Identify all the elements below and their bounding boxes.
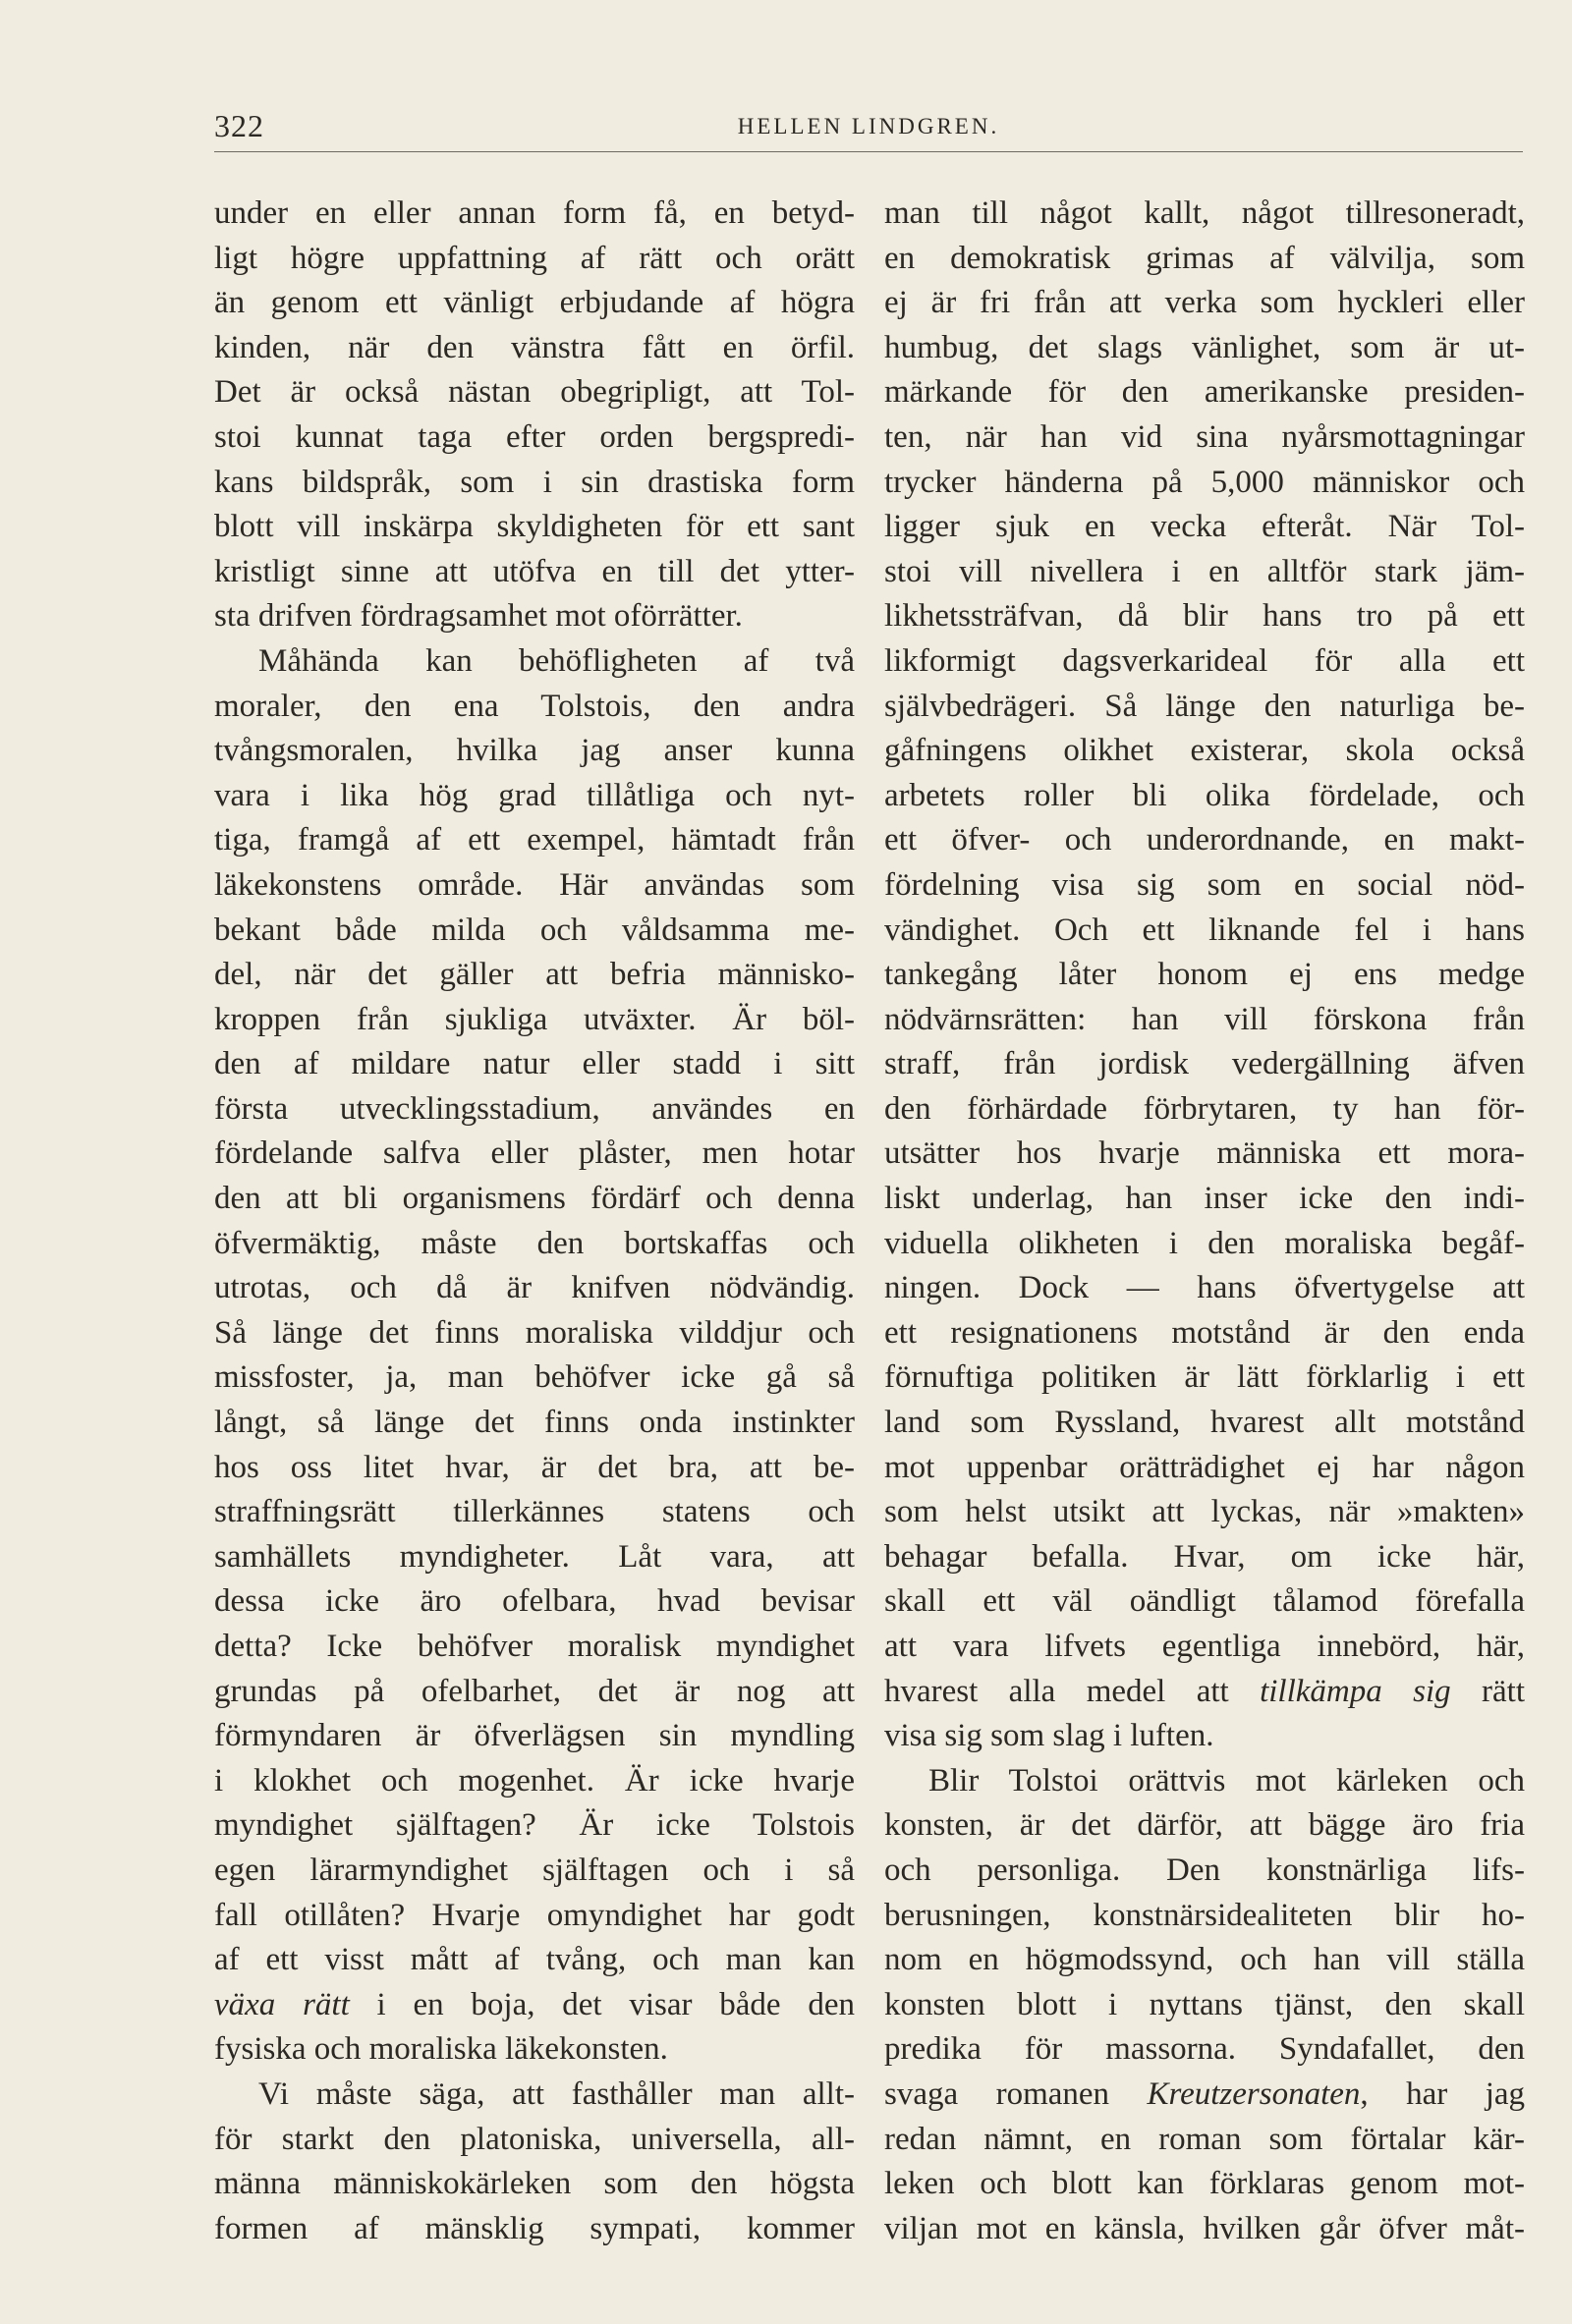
text-line: svaga romanen Kreutzersonaten, har jag [884,2075,1526,2112]
text-line: gåfningens olikhet existerar, skola också [884,733,1525,769]
text-line: del, när det gäller att befria människo- [214,957,855,993]
text-line: liskt underlag, han inser icke den indi- [884,1181,1525,1217]
text-line: nödvärnsrätten: han vill förskona från [884,1001,1525,1037]
text-line: formen af mänsklig sympati, kommer [214,2210,855,2246]
text-line: vara i lika hög grad tillåtliga och nyt- [214,777,855,813]
text-line: ett öfver- och underordnande, en makt- [884,822,1525,858]
text-line: bekant både milda och våldsamma me- [214,912,855,948]
text-line: utrotas, och då är knifven nödvändig. [214,1270,855,1306]
text-line: egen lärarmyndighet själftagen och i så [214,1852,855,1888]
text-line: fall otillåten? Hvarje omyndighet har godt [214,1897,855,1933]
text-line: för starkt den platoniska, universella, all- [214,2121,855,2157]
text-line: detta? Icke behöfver moralisk myndighet [214,1629,855,1664]
italic-phrase: växa rätt [214,1986,350,2022]
text-line: kinden, när den vänstra fått en örfil. [214,329,855,365]
text-line: likformigt dagsverkarideal för alla ett [884,642,1525,679]
text-line: fördelning visa sig som en social nöd- [884,866,1525,903]
page-header [214,98,1523,152]
text-line: växa rätt i en boja, det visar både den [214,1986,855,2022]
text-line: den förhärdade förbrytaren, ty han för- [884,1090,1525,1127]
text-line: och personliga. Den konstnärliga lifs- [884,1852,1525,1888]
text-line: land som Ryssland, hvarest allt motstånd [884,1405,1525,1441]
text-line: blott vill inskärpa skyldigheten för ett sant [214,509,855,545]
text-line: kristligt sinne att utöfva en till det ytter- [214,553,855,589]
text-line: predika för massorna. Syndafallet, den [884,2031,1525,2068]
text-line: utsätter hos hvarje människa ett mora- [884,1135,1525,1172]
left-column [214,192,855,2251]
text-line: än genom ett vänligt erbjudande af högra [214,285,855,321]
text-line: männa människokärleken som den högsta [214,2166,855,2202]
text-line: likhetssträfvan, då blir hans tro på ett [884,598,1525,635]
text-line: hvarest alla medel att tillkämpa sig rätt [884,1673,1525,1709]
text-line: stoi vill nivellera i en alltför stark jäm- [884,553,1525,589]
text-line: ligger sjuk en vecka efteråt. När Tol- [884,509,1525,545]
text-line: en demokratisk grimas af välvilja, som [884,240,1525,276]
text-line: öfvermäktig, måste den bortskaffas och [214,1225,855,1261]
text-line: ten, när han vid sina nyårsmottagningar [884,418,1525,455]
text-line: konsten, är det därför, att bägge äro fria [884,1807,1525,1844]
text-line: läkekonstens område. Här användas som [214,866,855,903]
text-line: Det är också nästan obegripligt, att Tol- [214,374,855,411]
text-line: sta drifven fördragsamhet mot oförrätter. [214,598,743,635]
text-line: moraler, den ena Tolstois, den andra [214,688,855,724]
text-line: som helst utsikt att lyckas, när »makten» [884,1494,1525,1530]
text-line: hos oss litet hvar, är det bra, att be- [214,1449,855,1485]
text-line: tiga, framgå af ett exempel, hämtadt från [214,822,855,858]
text-line: märkande för den amerikanske presiden- [884,374,1525,411]
text-line: straff, från jordisk vedergällning äfven [884,1046,1525,1082]
text-line: myndighet själftagen? Är icke Tolstois [214,1807,855,1844]
text-line: att vara lifvets egentliga innebörd, här, [884,1629,1525,1664]
text-line: självbedrägeri. Så länge den naturliga be- [884,688,1525,724]
text-line: den af mildare natur eller stadd i sitt [214,1046,855,1082]
text-line: första utvecklingsstadium, användes en [214,1090,855,1127]
text-line: ett resignationens motstånd är den enda [884,1314,1525,1351]
right-column [884,192,1525,2251]
text-line: redan nämnt, en roman som förtalar kär- [884,2121,1525,2157]
text-line: trycker händerna på 5,000 människor och [884,464,1525,500]
text-line: tankegång låter honom ej ens medge [884,957,1525,993]
text-line: under en eller annan form få, en betyd- [214,195,855,231]
text-line: ligt högre uppfattning af rätt och orätt [214,240,855,276]
text-line: förmyndaren är öfverlägsen sin myndling [214,1718,855,1754]
text-line: man till något kallt, något tillresoneradt, [884,195,1525,231]
text-line: missfoster, ja, man behöfver icke gå så [214,1359,855,1396]
text-line: viljan mot en känsla, hvilken går öfver måt- [884,2210,1525,2246]
page-number: 322 [214,108,264,143]
text-line: behagar befalla. Hvar, om icke här, [884,1538,1525,1575]
text-line: i klokhet och mogenhet. Är icke hvarje [214,1762,855,1798]
text-line: fördelande salfva eller plåster, men hotar [214,1135,855,1172]
text-line: samhällets myndigheter. Låt vara, att [214,1538,855,1575]
text-line: mot uppenbar orätträdighet ej har någon [884,1449,1525,1485]
text-line: viduella olikheten i den moraliska begåf- [884,1225,1525,1261]
text-line: grundas på ofelbarhet, det är nog att [214,1673,855,1709]
text-line: skall ett väl oändligt tålamod förefalla [884,1583,1525,1620]
text-line: den att bli organismens fördärf och denna [214,1181,855,1217]
text-line: dessa icke äro ofelbara, hvad bevisar [214,1583,855,1620]
text-line: vändighet. Och ett liknande fel i hans [884,912,1525,948]
text-line: kans bildspråk, som i sin drastiska form [214,464,855,500]
text-line: tvångsmoralen, hvilka jag anser kunna [214,733,855,769]
text-line: konsten blott i nyttans tjänst, den skall [884,1986,1525,2022]
text-line: Så länge det finns moraliska vilddjur och [214,1314,855,1351]
text-line: fysiska och moraliska läkekonsten. [214,2031,668,2068]
text-line: Måhända kan behöfligheten af två [258,642,855,679]
text-line: ej är fri från att verka som hyckleri eller [884,285,1525,321]
text-line: stoi kunnat taga efter orden bergspredi- [214,418,855,455]
text-line: af ett visst mått af tvång, och man kan [214,1942,855,1978]
text-line: Vi måste säga, att fasthåller man allt- [258,2075,855,2112]
text-line: visa sig som slag i luften. [884,1718,1214,1754]
text-line: långt, så länge det finns onda instinkter [214,1405,855,1441]
running-head: HELLEN LINDGREN. [737,114,1000,138]
text-line: Blir Tolstoi orättvis mot kärleken och [928,1762,1525,1798]
text-line: arbetets roller bli olika fördelade, och [884,777,1525,813]
text-line: berusningen, konstnärsidealiteten blir ho- [884,1897,1525,1933]
text-line: förnuftiga politiken är lätt förklarlig i ett [884,1359,1525,1396]
text-line: straffningsrätt tillerkännes statens och [214,1494,855,1530]
text-line: nom en högmodssynd, och han vill ställa [884,1942,1525,1978]
text-line: humbug, det slags vänlighet, som är ut- [884,329,1525,365]
italic-phrase: Kreutzersonaten [1147,2075,1361,2112]
text-line: kroppen från sjukliga utväxter. Är böl- [214,1001,855,1037]
italic-phrase: tillkämpa sig [1260,1673,1451,1709]
text-line: ningen. Dock — hans öfvertygelse att [884,1270,1525,1306]
text-line: leken och blott kan förklaras genom mot- [884,2166,1525,2202]
